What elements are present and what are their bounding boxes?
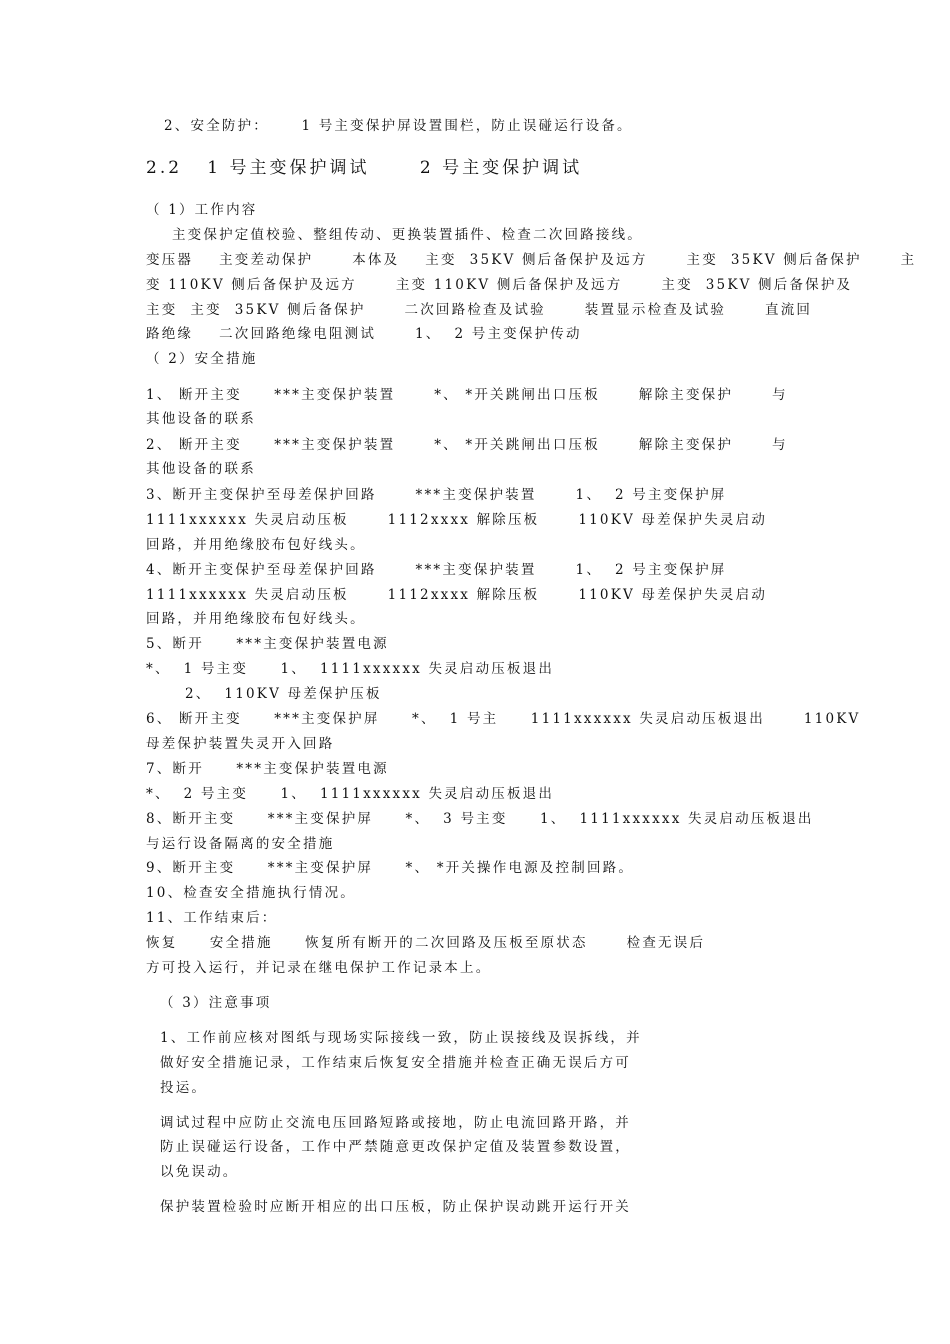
- list-item: 1、 断开主变 ***主变保护装置 *、 *开关跳闸出口压板 解除主变保护 与: [146, 387, 788, 403]
- list-item: 8、断开主变 ***主变保护屏 *、 3 号主变 1、 1111xxxxxx 失灵启动压板退出: [146, 811, 814, 827]
- list-item-continuation: *、 1 号主变 1、 1111xxxxxx 失灵启动压板退出: [146, 661, 555, 677]
- text-line: 变压器 主变差动保护 本体及 主变 35KV 侧后备保护及远方 主变 35KV 侧后备保护 主: [146, 252, 917, 268]
- text-line: 路绝缘 二次回路绝缘电阻测试 1、 2 号主变保护传动: [146, 326, 582, 342]
- list-item-continuation: 2、 110KV 母差保护压板: [146, 686, 382, 702]
- list-item: 3、断开主变保护至母差保护回路 ***主变保护装置 1、 2 号主变保护屏: [146, 487, 727, 503]
- list-item-continuation: 1111xxxxxx 失灵启动压板 1112xxxx 解除压板 110KV 母差保护失灵启动: [146, 512, 768, 528]
- list-item: 2、 断开主变 ***主变保护装置 *、 *开关跳闸出口压板 解除主变保护 与: [146, 437, 788, 453]
- list-item-continuation: 与运行设备隔离的安全措施: [146, 836, 335, 852]
- subsection-title: （ 1）工作内容: [146, 202, 258, 218]
- paragraph-line: 调试过程中应防止交流电压回路短路或接地，防止电流回路开路，并: [160, 1115, 631, 1131]
- list-item-continuation: 回路，并用绝缘胶布包好线头。: [146, 611, 366, 627]
- text-line: 变 110KV 侧后备保护及远方 主变 110KV 侧后备保护及远方 主变 35KV 侧后备保护及: [146, 277, 853, 293]
- list-item: 11、工作结束后：: [146, 910, 278, 926]
- list-item-continuation: 其他设备的联系: [146, 411, 256, 427]
- list-item-continuation: *、 2 号主变 1、 1111xxxxxx 失灵启动压板退出: [146, 786, 555, 802]
- list-item: 7、断开 ***主变保护装置电源: [146, 761, 389, 777]
- section-heading: 2.2 1 号主变保护调试 2 号主变保护调试: [146, 158, 583, 178]
- paragraph-line: 投运。: [160, 1080, 208, 1096]
- text-line: 2、安全防护： 1 号主变保护屏设置围栏，防止误碰运行设备。: [164, 118, 633, 134]
- subsection-title: （ 2）安全措施: [146, 351, 258, 367]
- paragraph-line: 防止误碰运行设备，工作中严禁随意更改保护定值及装置参数设置，: [160, 1139, 631, 1155]
- text-line: 主变 主变 35KV 侧后备保护 二次回路检查及试验 装置显示检查及试验 直流回: [146, 302, 813, 318]
- paragraph-line: 做好安全措施记录，工作结束后恢复安全措施并检查正确无误后方可: [160, 1055, 631, 1071]
- list-item-continuation: 母差保护装置失灵开入回路: [146, 736, 335, 752]
- list-item: 6、 断开主变 ***主变保护屏 *、 1 号主 1111xxxxxx 失灵启动压板退出 110KV: [146, 711, 861, 727]
- list-item-continuation: 1111xxxxxx 失灵启动压板 1112xxxx 解除压板 110KV 母差保护失灵启动: [146, 587, 768, 603]
- list-item-continuation: 恢复 安全措施 恢复所有断开的二次回路及压板至原状态 检查无误后: [146, 935, 706, 951]
- list-item-continuation: 其他设备的联系: [146, 461, 256, 477]
- paragraph-line: 1、工作前应核对图纸与现场实际接线一致，防止误接线及误拆线，并: [160, 1030, 642, 1046]
- list-item-continuation: 回路，并用绝缘胶布包好线头。: [146, 537, 366, 553]
- paragraph-line: 以免误动。: [160, 1164, 239, 1180]
- list-item: 4、断开主变保护至母差保护回路 ***主变保护装置 1、 2 号主变保护屏: [146, 562, 727, 578]
- list-item-continuation: 方可投入运行，并记录在继电保护工作记录本上。: [146, 960, 492, 976]
- subsection-title: （ 3）注意事项: [160, 995, 272, 1011]
- list-item: 9、断开主变 ***主变保护屏 *、 *开关操作电源及控制回路。: [146, 860, 635, 876]
- text-line: 主变保护定值校验、整组传动、更换装置插件、检查二次回路接线。: [146, 227, 643, 243]
- list-item: 5、断开 ***主变保护装置电源: [146, 636, 389, 652]
- list-item: 10、检查安全措施执行情况。: [146, 885, 356, 901]
- paragraph-line: 保护装置检验时应断开相应的出口压板，防止保护误动跳开运行开关: [160, 1199, 631, 1215]
